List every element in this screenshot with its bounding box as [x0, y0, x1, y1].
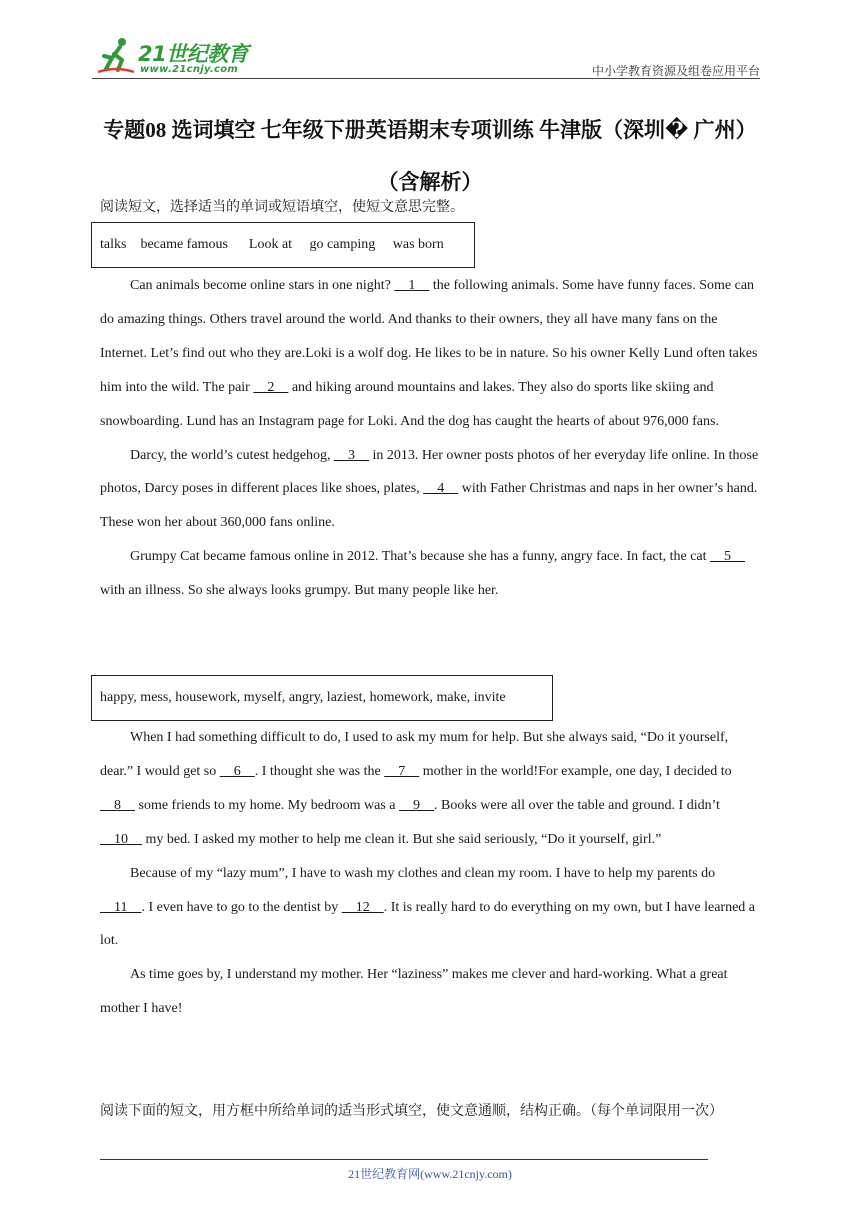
section1-word-box: talks became famous Look at go camping was born — [91, 222, 475, 268]
paragraph-text: Can animals become online stars in one night? — [130, 278, 395, 293]
paragraph-text: . I thought she was the — [254, 763, 385, 779]
paragraph — [100, 958, 760, 1026]
paragraph-text: and hiking around mountains and lakes. They also do sports like skiing and snowboarding. Lund has an Instagram page for Loki. And the dog has caught the hearts of about 976,000 fans. — [100, 379, 719, 429]
paragraph-text: mother in the world!For example, one day, I decided to — [419, 763, 732, 779]
paragraph — [100, 721, 760, 857]
blank-4[interactable]: 4 — [423, 481, 459, 497]
section3-instruction: 阅读下面的短文，用方框中所给单词的适当形式填空，使文意通顺，结构正确。（每个单词限用一次） — [100, 1104, 723, 1119]
paragraph — [100, 269, 760, 439]
title-line-2: （含解析） — [377, 170, 483, 194]
page-footer: 21世纪教育网(www.21cnjy.com) — [348, 1167, 512, 1181]
paragraph-text: with Father Christmas and naps in her owner’s hand. These won her about 360,000 fans online. — [100, 481, 758, 531]
blank-11[interactable]: 11 — [100, 899, 142, 915]
paragraph-text: . Books were all over the table and ground. I didn’t — [434, 797, 720, 813]
paragraph-text: Grumpy Cat became famous online in 2012. That’s because she has a funny, angry face. In fact, the cat — [130, 549, 711, 565]
paragraph-text: . I even have to go to the dentist by — [141, 899, 342, 915]
section1-passage — [100, 269, 760, 608]
blank-6[interactable]: 6 — [219, 763, 255, 779]
paragraph-text: in 2013. Her owner posts photos of her everyday life online. In those photos, Darcy poses in different places like shoes, plates, — [100, 447, 759, 497]
paragraph — [100, 857, 760, 959]
paragraph-text: . It is really hard to do everything on my own, but I have learned a lot. — [100, 899, 755, 949]
header-divider — [92, 78, 760, 79]
blank-7[interactable]: 7 — [384, 763, 420, 779]
paragraph — [100, 540, 760, 608]
paragraph-text: Because of my “lazy mum”, I have to wash my clothes and clean my room. I have to help my parents do — [130, 865, 716, 881]
blank-9[interactable]: 9 — [399, 797, 435, 813]
runner-logo-icon — [96, 36, 136, 76]
paragraph-text: Darcy, the world’s cutest hedgehog, — [130, 447, 334, 463]
paragraph-text: my bed. I asked my mother to help me clean it. But she said seriously, “Do it yourself, girl.” — [142, 831, 662, 847]
blank-10[interactable]: 10 — [100, 831, 142, 847]
logo-url: www.21cnjy.com — [140, 64, 239, 75]
blank-2[interactable]: 2 — [253, 379, 289, 395]
paragraph-text: some friends to my home. My bedroom was a — [135, 797, 400, 813]
paragraph — [100, 439, 760, 541]
paragraph-text: with an illness. So she always looks grumpy. But many people like her. — [100, 583, 499, 599]
page-header — [92, 34, 760, 80]
section2-passage — [100, 721, 760, 1026]
site-logo[interactable] — [92, 34, 262, 78]
blank-5[interactable]: 5 — [710, 549, 746, 565]
title-line-1: 专题08 选词填空 七年级下册英语期末专项训练 牛津版（深圳� 广州） — [103, 118, 757, 142]
paragraph-text: As time goes by, I understand my mother. Her “laziness” makes me clever and hard-working. What a great mother I have! — [100, 967, 728, 1017]
logo-text: 21世纪教育 — [138, 42, 249, 66]
blank-3[interactable]: 3 — [333, 447, 369, 463]
paragraph-text: the following animals. Some have funny faces. Some can do amazing things. Others travel around the world. And thanks to their owners, they all have many fans on the Internet. Let’s find out who they are.Loki is a wolf dog. He likes to be in nature. So his owner Kelly Lund often takes him into the wild. The pair — [100, 278, 758, 395]
blank-12[interactable]: 12 — [341, 899, 384, 915]
section2-word-box: happy, mess, housework, myself, angry, laziest, homework, make, invite — [91, 675, 553, 721]
blank-1[interactable]: 1 — [394, 278, 430, 293]
footer-divider — [100, 1159, 708, 1160]
blank-8[interactable]: 8 — [100, 797, 135, 813]
header-tagline: 中小学教育资源及组卷应用平台 — [591, 64, 760, 78]
section1-instruction: 阅读短文，选择适当的单词或短语填空，使短文意思完整。 — [100, 200, 464, 215]
paragraph-text: When I had something difficult to do, I used to ask my mum for help. But she always said, “Do it yourself, dear.” I would get so — [100, 730, 729, 779]
document-title — [60, 104, 800, 208]
